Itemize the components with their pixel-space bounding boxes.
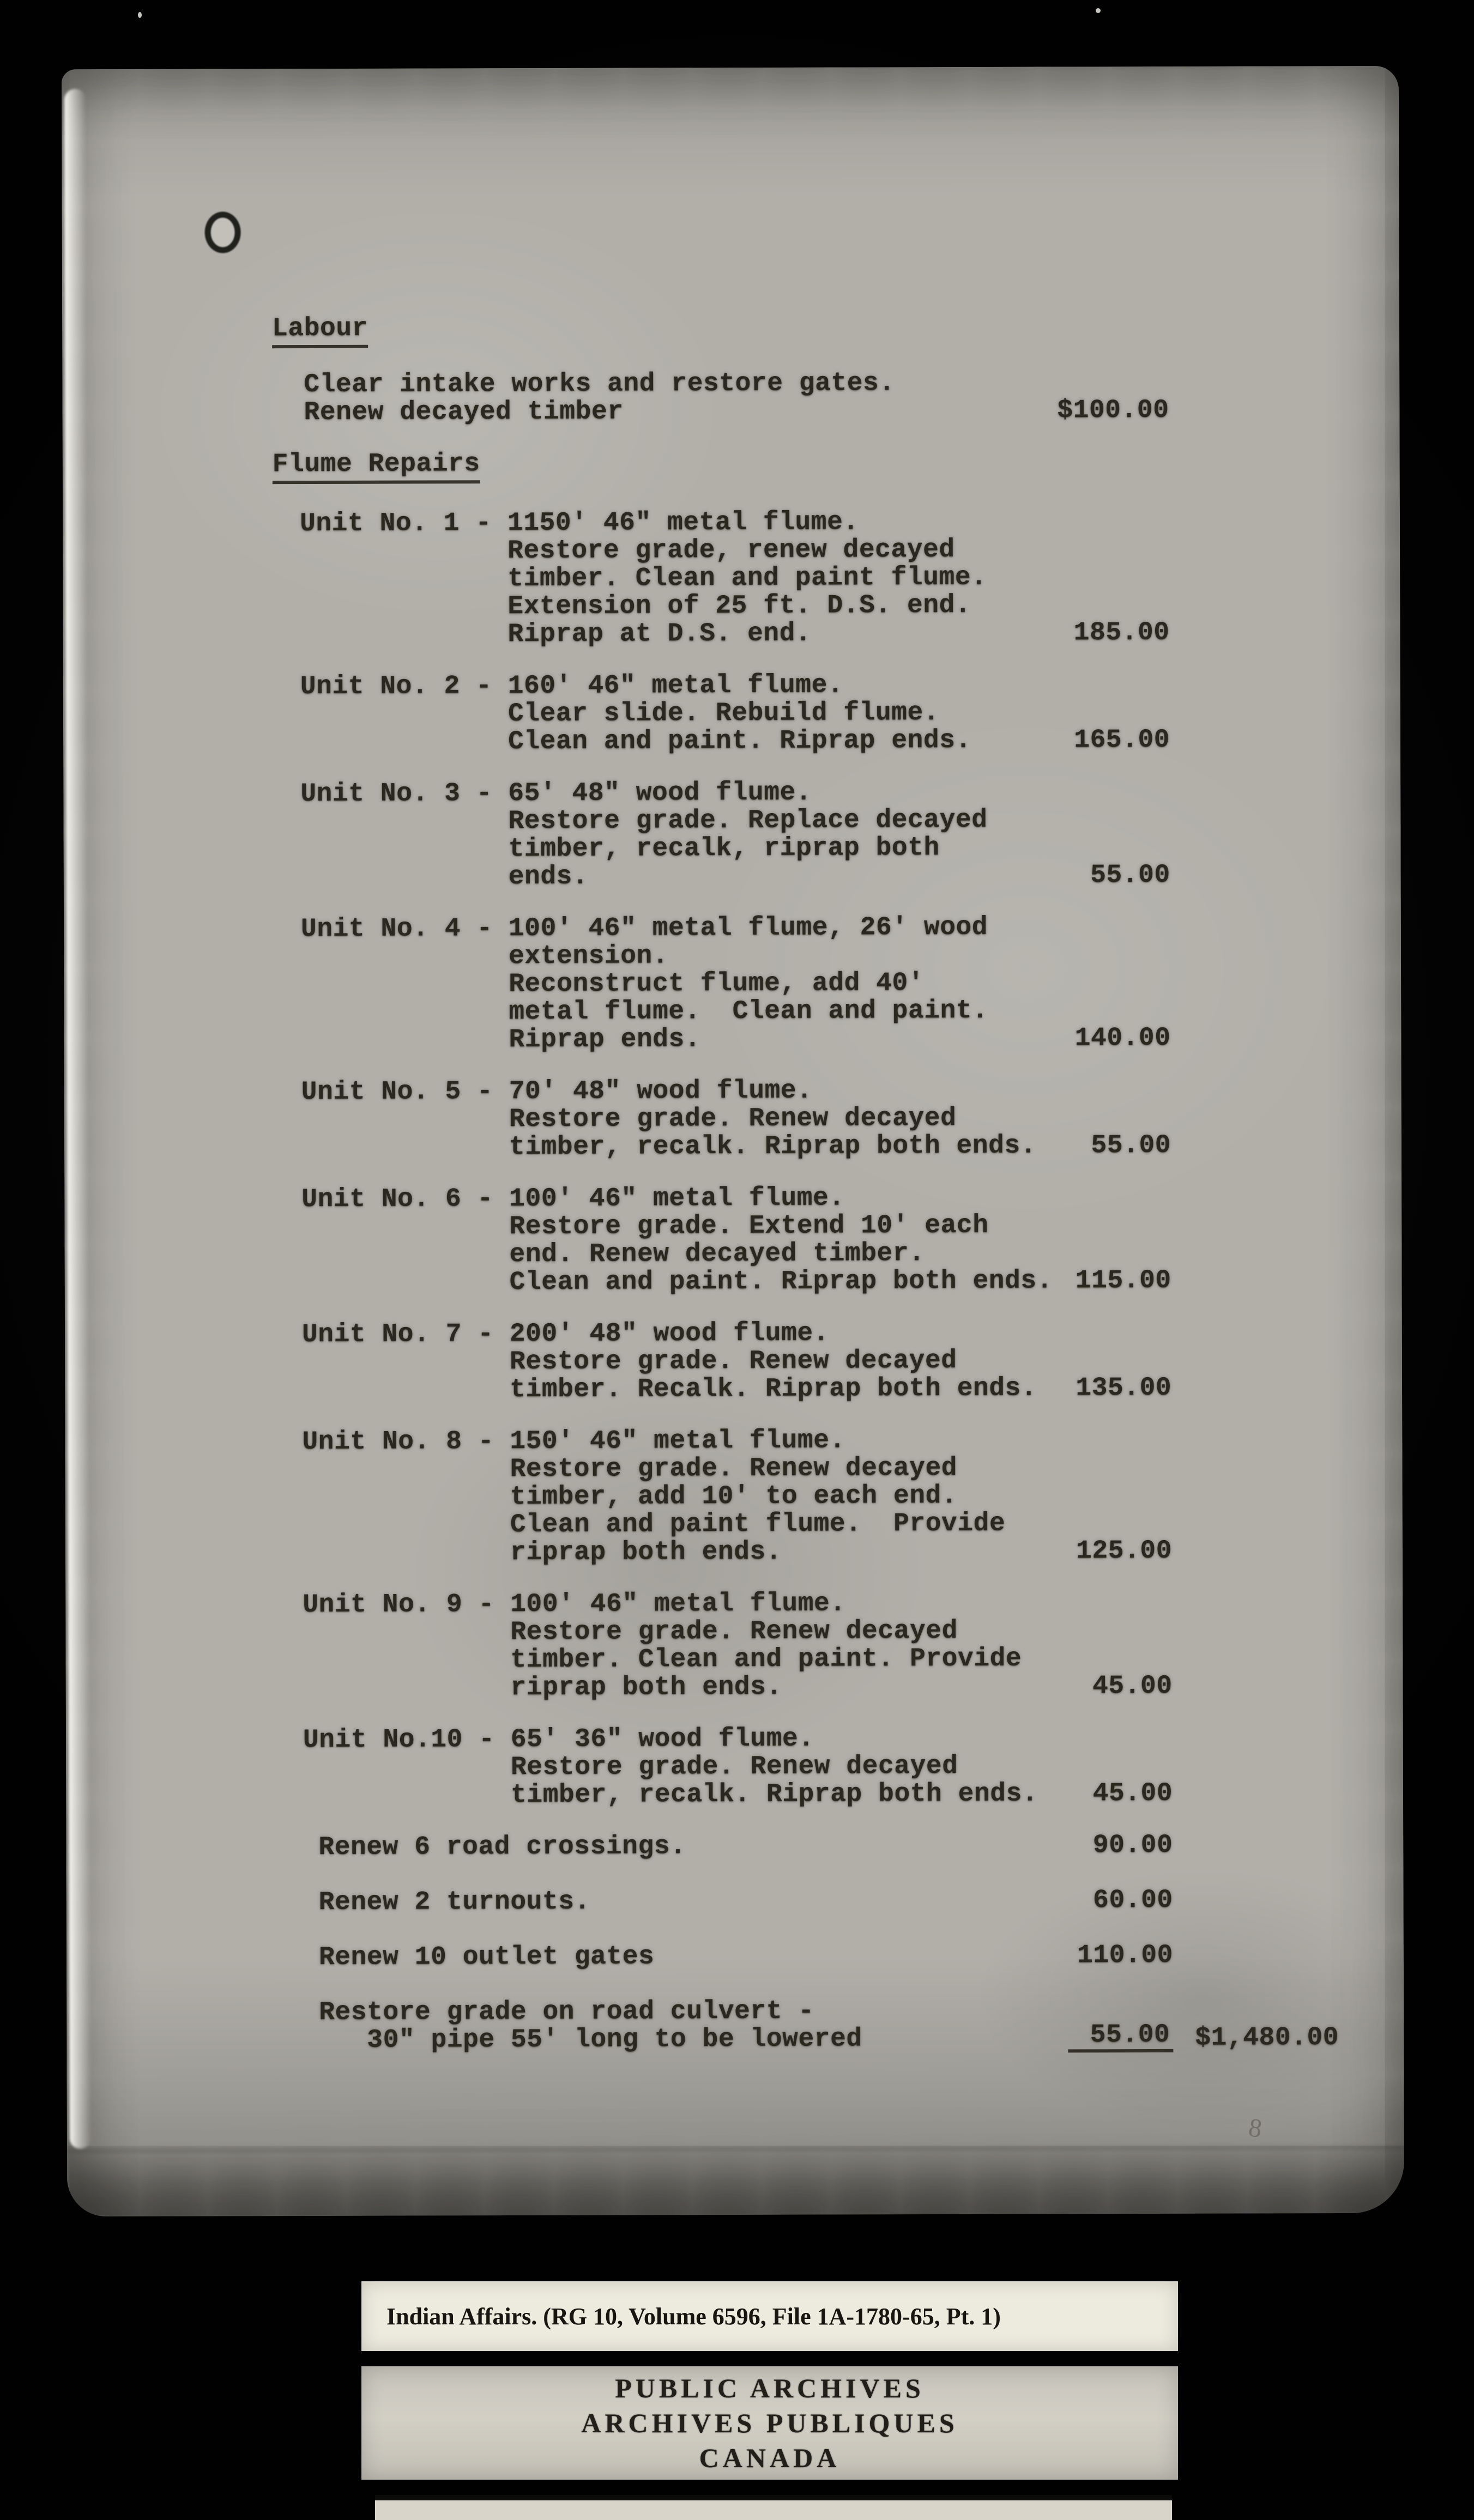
line-item (276, 1724, 1173, 1810)
line-item (272, 369, 1169, 427)
item-amount: 185.00 (1073, 617, 1170, 648)
line-item (276, 1832, 1173, 1862)
item-amount: $100.00 (1057, 395, 1169, 426)
item-amount: 110.00 (1077, 1940, 1173, 1971)
section-heading-labour (272, 313, 1169, 348)
labour-item-list (272, 369, 1169, 427)
item-amount: 125.00 (1076, 1536, 1173, 1566)
flume-item-list (273, 508, 1173, 1810)
item-description: Unit No. 1 - 1150' 46" metal flume. Restore grade, renew decayed timber. Clean and paint flume. Extension of 25 ft. D.S. end. Riprap at D.S. end. (299, 507, 987, 650)
item-description: Unit No.10 - 65' 36" wood flume. Restore grade. Renew decayed timber, recalk. Riprap both ends. (303, 1724, 1038, 1811)
item-amount: 55.00 (1068, 2021, 1174, 2053)
archive-reference-label (361, 2281, 1178, 2351)
heading-underline: Flume Repairs (273, 450, 480, 484)
item-amount: 60.00 (1093, 1885, 1173, 1916)
item-amount: 165.00 (1074, 725, 1170, 755)
item-description: Unit No. 7 - 200' 48" wood flume. Restore grade. Renew decayed timber. Recalk. Riprap both ends. (301, 1318, 1037, 1406)
typewritten-content (272, 313, 1339, 2082)
pencil-mark: 8 (1246, 2112, 1264, 2144)
item-amount: 45.00 (1092, 1671, 1173, 1701)
item-description: Unit No. 9 - 100' 46" metal flume. Restore grade. Renew decayed timber. Clean and paint. Provide riprap both ends. (303, 1589, 1022, 1704)
item-amount: 135.00 (1076, 1373, 1172, 1403)
paper-crease (67, 2146, 1404, 2152)
line-item (276, 1887, 1173, 1917)
line-item (273, 671, 1170, 756)
item-description: Clear intake works and restore gates. Renew decayed timber (304, 368, 895, 428)
bottom-card-strip (375, 2495, 1172, 2520)
line-item (275, 1319, 1171, 1404)
item-description: Unit No. 4 - 100' 46" metal flume, 26' wood extension. Reconstruct flume, add 40' metal flume. Clean and paint. Riprap ends. (300, 912, 988, 1056)
archives-stamp-line: CANADA (699, 2443, 841, 2473)
item-description: Renew 10 outlet gates (318, 1942, 655, 1972)
heading-underline: Labour (272, 315, 368, 348)
archives-stamp-line: ARCHIVES PUBLIQUES (581, 2408, 958, 2438)
page-edge-highlight (64, 89, 92, 2149)
item-description: Unit No. 2 - 160' 46" metal flume. Clear slide. Rebuild flume. Clean and paint. Riprap ends. (300, 670, 971, 758)
item-amount: 115.00 (1075, 1265, 1171, 1296)
archives-stamp-line: PUBLIC ARCHIVES (615, 2373, 925, 2403)
document-page (62, 66, 1404, 2216)
public-archives-stamp (361, 2366, 1178, 2480)
item-amount: 55.00 (1091, 1130, 1171, 1161)
hole-punch (205, 211, 241, 253)
line-item (273, 778, 1170, 892)
archive-reference-text: Indian Affairs. (RG 10, Volume 6596, File 1A-1780-65, Pt. 1) (386, 2303, 1001, 2330)
line-item (275, 1426, 1172, 1567)
line-item (274, 1076, 1171, 1162)
misc-item-list (276, 1830, 1339, 2055)
item-description: Unit No. 3 - 65' 48" wood flume. Restore grade. Replace decayed timber, recalk, riprap both ends. (300, 778, 988, 893)
item-amount: 55.00 (1090, 860, 1170, 891)
item-description: Unit No. 6 - 100' 46" metal flume. Restore grade. Extend 10' each end. Renew decayed timber. Clean and paint. Riprap both ends. (301, 1183, 1053, 1298)
dust-speck (138, 12, 142, 18)
line-item (274, 913, 1171, 1055)
item-description: Renew 2 turnouts. (318, 1887, 590, 1917)
line-item (276, 1942, 1173, 1972)
item-description: Unit No. 8 - 150' 46" metal flume. Restore grade. Renew decayed timber, add 10' to each end. Clean and paint flume. Provide riprap both ends. (302, 1426, 1006, 1568)
item-amount: 140.00 (1074, 1023, 1171, 1053)
line-item (275, 1589, 1173, 1703)
item-description: Renew 6 road crossings. (318, 1832, 686, 1862)
item-description: Unit No. 5 - 70' 48" wood flume. Restore grade. Renew decayed timber, recalk. Riprap both ends. (301, 1076, 1037, 1163)
item-amount: 90.00 (1092, 1830, 1173, 1861)
item-description: Restore grade on road culvert - 30" pipe 55' long to be lowered (319, 1996, 862, 2055)
grand-total: $1,480.00 (1195, 2023, 1339, 2053)
section-heading-flume-repairs (273, 449, 1169, 484)
dust-speck (1096, 8, 1101, 13)
line-item (276, 1996, 1339, 2055)
line-item (273, 508, 1170, 649)
item-amount: 45.00 (1092, 1778, 1173, 1809)
line-item (274, 1184, 1171, 1297)
